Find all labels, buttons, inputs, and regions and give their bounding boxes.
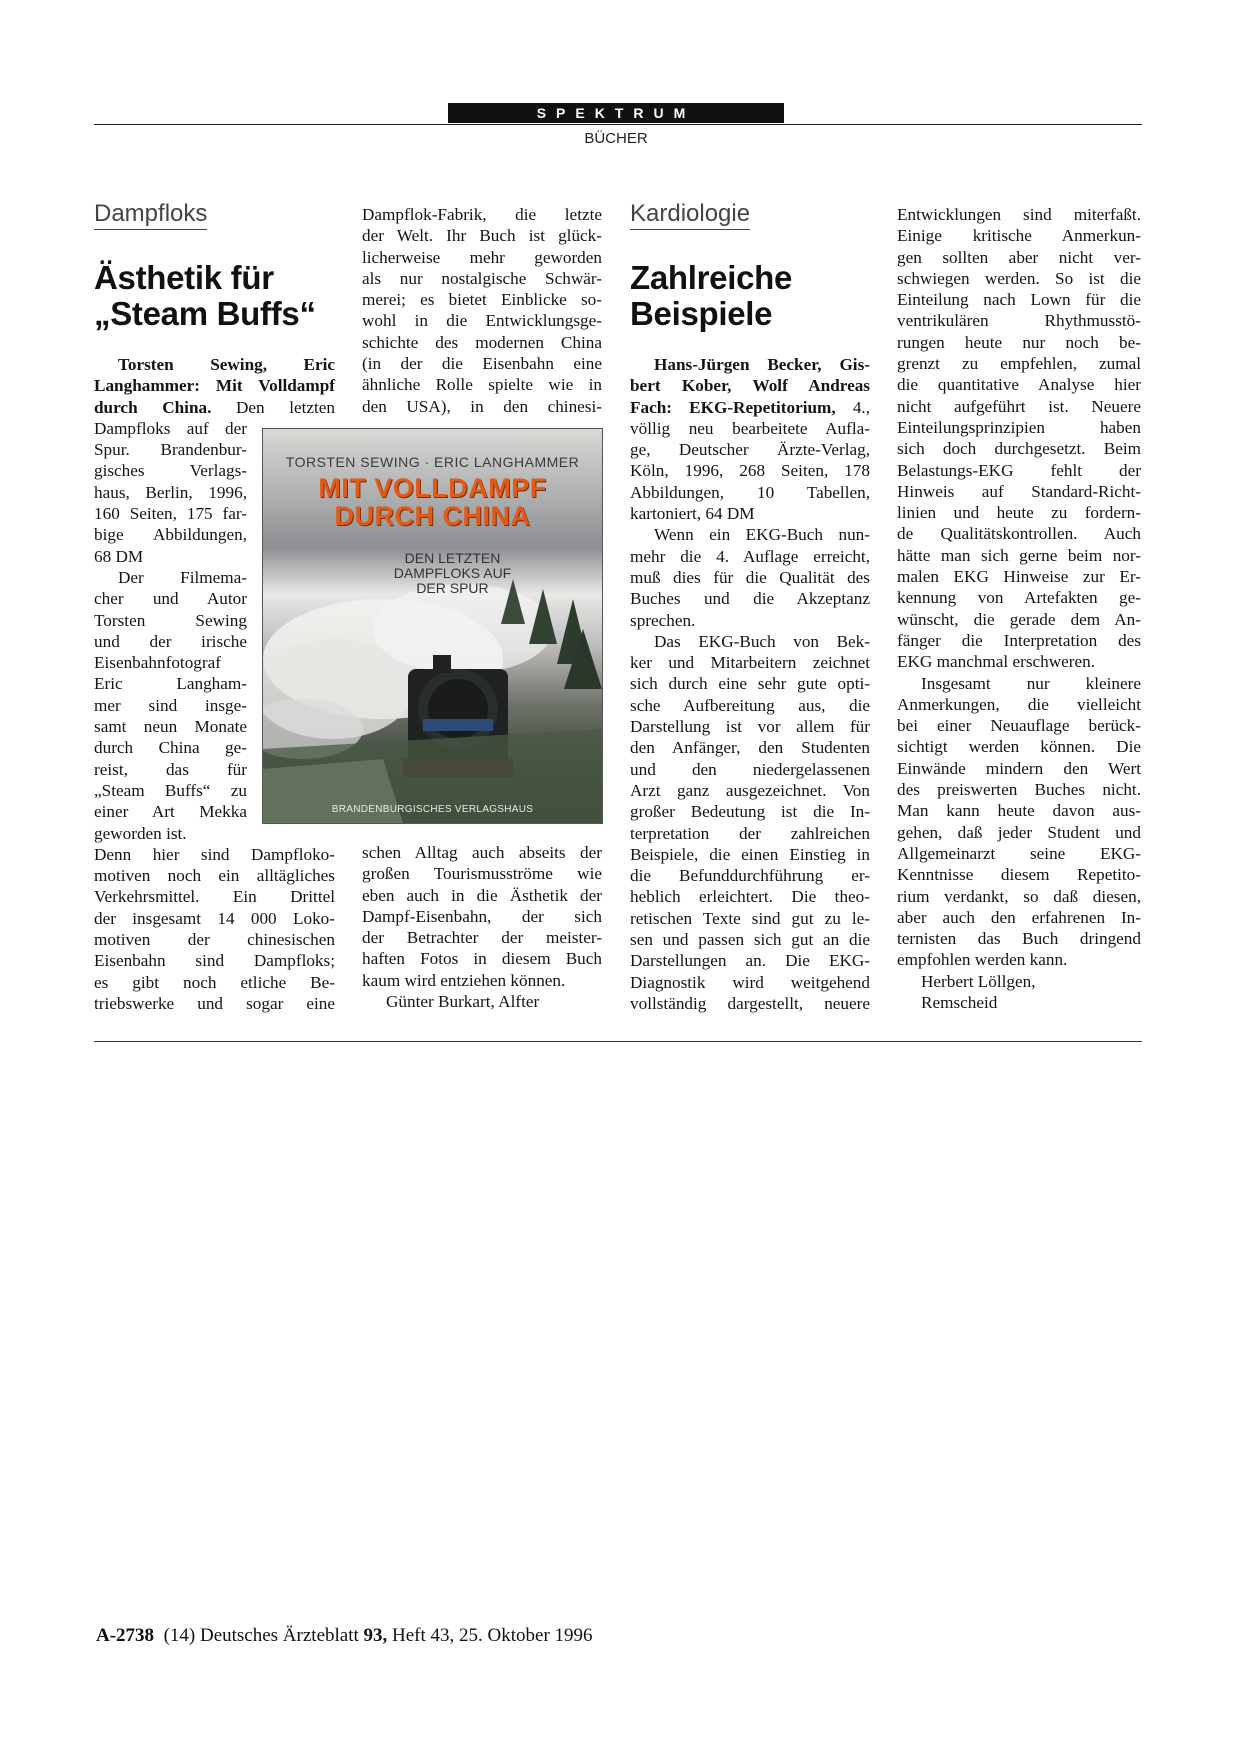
text-block <box>94 844 335 1014</box>
text-line: Abbildungen, 10 Tabellen, <box>630 482 870 502</box>
article2-author: Herbert Löllgen, <box>921 971 1036 991</box>
text-line: Eisenbahnfotograf <box>94 653 221 673</box>
text-line: mehr die 4. Auflage erreicht, <box>630 546 870 566</box>
text-line: Langhammer: Mit Volldampf <box>94 376 335 396</box>
text-line: nicht aufgeführt ist. Neuere <box>897 396 1141 416</box>
text-line: mer sind insge- <box>94 695 247 715</box>
article2-headline <box>630 260 792 332</box>
article1-headline-line: Ästhetik für <box>94 259 274 296</box>
text-line: fänger die Interpretation des <box>897 630 1141 650</box>
text-line: cher und Autor <box>94 589 247 609</box>
text-line: bert Kober, Wolf Andreas <box>630 376 870 396</box>
text-line: geworden ist. <box>94 823 187 843</box>
text-line: licherweise mehr geworden <box>362 247 602 267</box>
text-line: Der Filmema- <box>118 567 247 587</box>
text-line: gisches Verlags- <box>94 461 247 481</box>
text-line: terpretation der zahlreichen <box>630 823 870 843</box>
volume: 93, <box>363 1625 388 1646</box>
text-line: sich doch durchgesetzt. Beim <box>897 439 1141 459</box>
article1-column-2-top <box>362 204 602 417</box>
article1-author: Günter Burkart, Alfter <box>386 992 540 1012</box>
issue-suffix: Heft 43, 25. Oktober 1996 <box>392 1625 593 1646</box>
text-line: ker und Mitarbeitern zeichnet <box>630 653 870 673</box>
text-line: malen EKG Hinweise zur Er- <box>897 567 1141 587</box>
text-line: Das EKG-Buch von Bek- <box>654 631 870 651</box>
text-line: Arzt ganz ausgezeichnet. Von <box>630 780 870 800</box>
text-line: Einwände mindern den Wert <box>897 758 1141 778</box>
text-line: Hinweis auf Standard-Richt- <box>897 481 1141 501</box>
text-line: die Befunddurchführung er- <box>630 866 870 886</box>
article1-headline <box>94 260 316 332</box>
text-line: gehen, daß jeder Student und <box>897 822 1141 842</box>
text-line: haus, Berlin, 1996, <box>94 482 247 502</box>
text-line: und der irische <box>94 631 247 651</box>
text-line: rungen heute nur noch be- <box>897 332 1141 352</box>
text-line: merei; es bietet Einblicke so- <box>362 290 602 310</box>
text-line: motiven noch ein alltägliches <box>94 866 335 886</box>
text-line: bei einer Neuauflage berück- <box>897 716 1141 736</box>
article2-column-4 <box>897 204 1141 1013</box>
text-line: Darstellungen an. Die EKG- <box>630 951 870 971</box>
text-line: Insgesamt nur kleinere <box>921 673 1141 693</box>
text-line: Beispiele, die einen Einstieg in <box>630 844 870 864</box>
text-line: es gibt noch etliche Be- <box>94 972 335 992</box>
article2-author: Remscheid <box>921 992 998 1012</box>
text-line: sichtigt werden können. Die <box>897 737 1141 757</box>
text-line: grenzt zu empfehlen, zumal <box>897 354 1141 374</box>
text-line: Einteilungsprinzipien haben <box>897 417 1141 437</box>
text-line: sprechen. <box>630 610 696 630</box>
book-cover-image <box>262 428 603 824</box>
text-line: heblich erleichtert. Die theo- <box>630 887 870 907</box>
text-line: Dampflok-Fabrik, die letzte <box>362 205 602 224</box>
issue-prefix: (14) Deutsches Ärzteblatt <box>163 1625 359 1646</box>
text-line: als nur nostalgische Schwär- <box>362 268 602 288</box>
header-rule <box>94 124 1142 125</box>
text-line: sich durch eine sehr gute opti- <box>630 674 870 694</box>
text-line: 68 DM <box>94 546 144 566</box>
text-wrap-around-cover <box>94 418 247 844</box>
bottom-rule <box>94 1041 1142 1042</box>
text-line: schen Alltag auch abseits der <box>362 843 602 862</box>
text-line: ventrikulären Rhythmusstö- <box>897 311 1141 331</box>
text-line: des preiswerten Buches nicht. <box>897 780 1141 800</box>
text-line: wünscht, die gerade dem An- <box>897 609 1141 629</box>
article2-column-3 <box>630 354 870 1014</box>
article2-kicker: Kardiologie <box>630 201 750 230</box>
article1-headline-line: „Steam Buffs“ <box>94 295 316 332</box>
text-line: schwiegen werden. So ist die <box>897 268 1141 288</box>
text-line: kennung von Artefakten ge- <box>897 588 1141 608</box>
text-line: ternisten das Buch dringend <box>897 929 1141 949</box>
text-line: den Anfänger, den Studenten <box>630 738 870 758</box>
text-line: „Steam Buffs“ zu <box>94 780 247 800</box>
article1-kicker: Dampfloks <box>94 201 207 230</box>
text-line: und den niedergelassenen <box>630 759 870 779</box>
text-line: (in der die Eisenbahn eine <box>362 354 602 374</box>
subsection-label: BÜCHER <box>584 130 648 147</box>
text-line: Darstellung ist vor allem für <box>630 717 870 737</box>
text-line: de Qualitätskontrollen. Auch <box>897 524 1141 544</box>
text-line: sche Aufbereitung aus, die <box>630 695 870 715</box>
page-number: A-2738 <box>96 1625 155 1646</box>
text-line: der Welt. Ihr Buch ist glück- <box>362 226 602 246</box>
text-line: samt neun Monate <box>94 717 247 737</box>
text-line: linien und heute zu fordern- <box>897 503 1141 523</box>
text-line: gen sollten aber nicht ver- <box>897 247 1141 267</box>
page-footer <box>96 1625 593 1647</box>
text-line: EKG manchmal erschweren. <box>897 652 1096 672</box>
text-line: sen und passen sich gut an die <box>630 930 870 950</box>
text-line: Kenntnisse diesem Repetito- <box>897 865 1141 885</box>
cover-publisher: BRANDENBURGISCHES VERLAGSHAUS <box>331 804 534 815</box>
text-line: der Betrachter der meister- <box>362 928 602 948</box>
text-line: die quantitative Analyse hier <box>897 375 1141 395</box>
text-line: Eric Langham- <box>94 674 247 694</box>
text-line: rium verdankt, so daß diesen, <box>897 886 1141 906</box>
text-line: wohl in die Entwicklungsge- <box>362 311 602 331</box>
text-line: großer Bedeutung ist die In- <box>630 802 870 822</box>
text-line: Anmerkungen, die vielleicht <box>897 694 1141 714</box>
text-line: Entwicklungen sind miterfaßt. <box>897 205 1141 224</box>
text-line: Einige kritische Anmerkun- <box>897 226 1141 246</box>
text-line: empfohlen werden kann. <box>897 950 1068 970</box>
text-line: eben auch in die Ästhetik der <box>362 885 602 905</box>
text-line: ge, Deutscher Ärzte-Verlag, <box>630 440 870 460</box>
text-line: schichte des modernen China <box>362 332 602 352</box>
cover-subtitle: DEN LETZTEN DAMPFLOKS AUF DER SPUR <box>393 550 512 596</box>
text-line: Belastungs-EKG fehlt der <box>897 460 1141 480</box>
text-line: Allgemeinarzt seine EKG- <box>897 843 1141 863</box>
text-line: durch China. Den letzten <box>94 397 335 417</box>
text-line: den USA), in den chinesi- <box>362 396 602 416</box>
text-line: kartoniert, 64 DM <box>630 504 755 524</box>
article1-column-2-bottom <box>362 842 602 1012</box>
text-line: großen Tourismusströme wie <box>362 864 602 884</box>
cover-title: MIT VOLLDAMPF DURCH CHINA <box>318 473 547 531</box>
text-line: Hans-Jürgen Becker, Gis- <box>654 355 870 374</box>
section-banner: SPEKTRUM <box>448 103 784 123</box>
text-line: Wenn ein EKG-Buch nun- <box>654 525 870 545</box>
text-line: der insgesamt 14 000 Loko- <box>94 908 335 928</box>
text-line: Eisenbahn sind Dampfloks; <box>94 951 335 971</box>
text-line: reist, das für <box>94 759 247 779</box>
text-line: haften Fotos in diesem Buch <box>362 949 602 969</box>
text-line: muß dies für die Qualität des <box>630 567 870 587</box>
text-line: aber auch den erfahrenen In- <box>897 907 1141 927</box>
text-line: Man kann heute davon aus- <box>897 801 1141 821</box>
text-line: ähnliche Rolle spielte wie in <box>362 375 602 395</box>
text-line: Einteilung nach Lown für die <box>897 290 1141 310</box>
text-line: motiven der chinesischen <box>94 930 335 950</box>
article2-headline-line: Zahlreiche <box>630 259 793 296</box>
text-line: retischen Texte sind gut zu le- <box>630 908 870 928</box>
text-line: Spur. Brandenbur- <box>94 440 247 460</box>
text-line: Verkehrsmittel. Ein Drittel <box>94 887 335 907</box>
text-line: bige Abbildungen, <box>94 525 247 545</box>
text-line: durch China ge- <box>94 738 247 758</box>
text-line: völlig neu bearbeitete Aufla- <box>630 418 870 438</box>
cover-authors: TORSTEN SEWING · ERIC LANGHAMMER <box>285 454 580 470</box>
text-line: 160 Seiten, 175 far- <box>94 504 247 524</box>
text-line: Torsten Sewing, Eric <box>118 355 335 374</box>
text-line: Buches und die Akzeptanz <box>630 589 870 609</box>
article2-headline-line: Beispiele <box>630 295 773 332</box>
text-line: Fach: EKG-Repetitorium, 4., <box>630 397 870 417</box>
text-line: kaum wird entziehen können. <box>362 970 566 990</box>
text-block <box>630 418 870 1014</box>
text-line: einer Art Mekka <box>94 802 247 822</box>
text-line: Köln, 1996, 268 Seiten, 178 <box>630 461 870 481</box>
text-line: Diagnostik wird weitgehend <box>630 972 870 992</box>
text-line: triebswerke und sogar eine <box>94 993 335 1013</box>
text-line: vollständig dargestellt, neuere <box>630 993 870 1013</box>
text-line: Denn hier sind Dampfloko- <box>94 844 335 864</box>
text-line: Dampfloks auf der <box>94 418 247 438</box>
text-line: Dampf-Eisenbahn, der sich <box>362 906 602 926</box>
text-line: Torsten Sewing <box>94 610 247 630</box>
text-line: hätte man sich gerne beim nor- <box>897 545 1141 565</box>
